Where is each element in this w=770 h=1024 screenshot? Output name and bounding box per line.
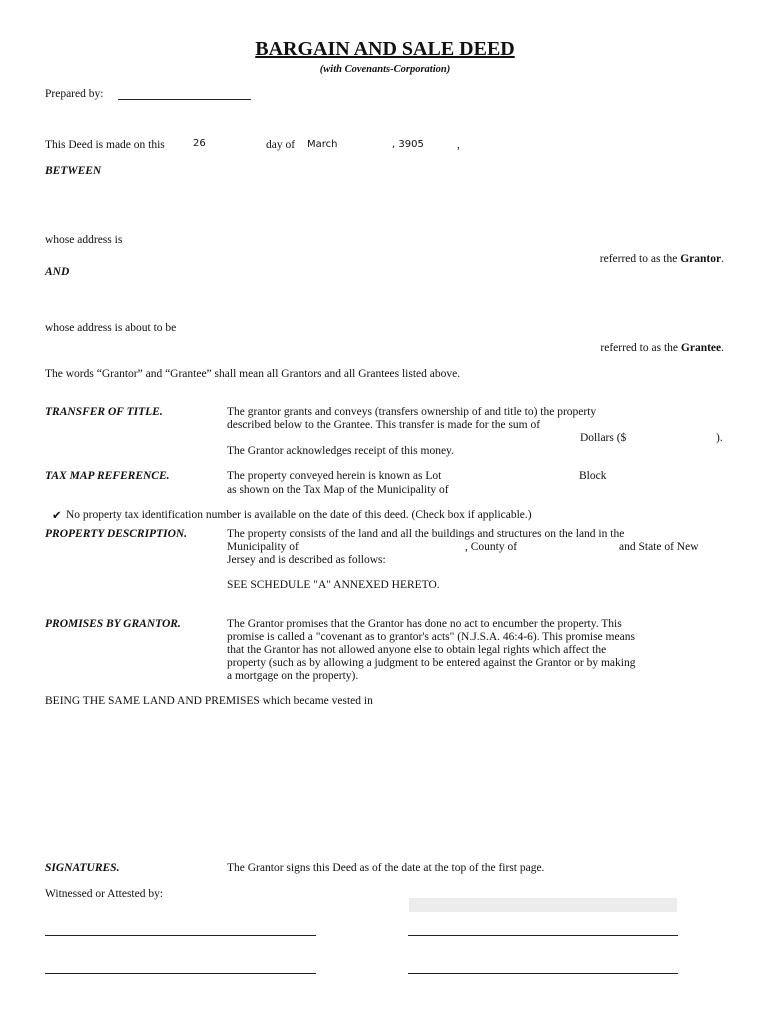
grantee-term: Grantee <box>680 342 722 354</box>
no-tax-id-text: No property tax identification number is available on the date of this deed. (Check box if applicable.) <box>66 509 532 521</box>
county-label: , County of <box>465 541 518 553</box>
grantee-period: . <box>721 342 724 354</box>
transfer-heading: TRANSFER OF TITLE. <box>45 406 163 418</box>
between-label: BETWEEN <box>45 165 102 177</box>
dollars-label: Dollars ($ <box>580 432 627 444</box>
witness-signature-line-2[interactable] <box>45 973 316 974</box>
witness-label: Witnessed or Attested by: <box>45 888 164 900</box>
promises-line-2: promise is called a "covenant as to grantor's acts" (N.J.S.A. 46:4-6). This promise means <box>227 631 635 643</box>
tax-map-line-2: as shown on the Tax Map of the Municipality of <box>227 484 449 496</box>
day-field[interactable]: 26 <box>193 138 206 149</box>
witness-signature-line-1[interactable] <box>45 935 316 936</box>
grantee-reference <box>600 342 724 354</box>
grantor-signature-line-2[interactable] <box>408 973 678 974</box>
tax-map-heading: TAX MAP REFERENCE. <box>45 470 170 482</box>
grantee-ref-prefix: referred to as the <box>600 342 679 354</box>
schedule-reference: SEE SCHEDULE "A" ANNEXED HERETO. <box>227 579 440 591</box>
deed-subtitle: (with Covenants-Corporation) <box>319 64 451 75</box>
and-label: AND <box>45 266 70 278</box>
tax-map-line-1: The property conveyed herein is known as Lot <box>227 470 442 482</box>
signatures-heading: SIGNATURES. <box>45 862 120 874</box>
grantor-ref-prefix: referred to as the <box>599 253 678 265</box>
day-of-label: day of <box>266 139 296 151</box>
block-label: Block <box>579 470 607 482</box>
grantor-reference <box>600 253 724 265</box>
dollars-close: ). <box>716 432 723 444</box>
grantor-term: Grantor <box>680 253 722 265</box>
state-label: and State of New <box>619 541 699 553</box>
promises-line-1: The Grantor promises that the Grantor has done no act to encumber the property. This <box>227 618 622 630</box>
date-trailing-comma: , <box>457 139 460 151</box>
no-tax-id-checkbox[interactable]: ✔ <box>52 510 62 522</box>
prepared-by-label: Prepared by: <box>45 88 104 100</box>
promises-line-3: that the Grantor has not allowed anyone else to obtain legal rights which affect the <box>227 644 607 656</box>
month-field[interactable]: March <box>307 139 338 150</box>
property-line-3: Jersey and is described as follows: <box>227 554 386 566</box>
transfer-line-4: The Grantor acknowledges receipt of this money. <box>227 445 454 457</box>
property-heading: PROPERTY DESCRIPTION. <box>45 528 188 540</box>
year-field[interactable]: , 3905 <box>392 139 424 150</box>
promises-line-4: property (such as by allowing a judgment to be entered against the Grantor or by making <box>227 657 636 669</box>
promises-heading: PROMISES BY GRANTOR. <box>45 618 181 630</box>
date-prefix: This Deed is made on this <box>45 139 165 151</box>
transfer-line-1: The grantor grants and conveys (transfers ownership of and title to) the property <box>227 406 597 418</box>
grantor-signature-line-1[interactable] <box>408 935 678 936</box>
title-text: BARGAIN AND SALE DEED <box>255 38 515 60</box>
grantor-period: . <box>721 253 724 265</box>
signatures-text: The Grantor signs this Deed as of the date at the top of the first page. <box>227 862 545 874</box>
grantor-name-field[interactable] <box>409 898 677 912</box>
grantor-address-label: whose address is <box>45 234 123 246</box>
municipality-label: Municipality of <box>227 541 299 553</box>
transfer-line-2: described below to the Grantee. This transfer is made for the sum of <box>227 419 541 431</box>
deed-title <box>0 38 770 61</box>
prepared-by-field[interactable] <box>118 99 251 100</box>
grantee-address-label: whose address is about to be <box>45 322 177 334</box>
property-line-1: The property consists of the land and all the buildings and structures on the land in the <box>227 528 625 540</box>
definition-text: The words “Grantor” and “Grantee” shall mean all Grantors and all Grantees listed above. <box>45 368 461 380</box>
being-same-text: BEING THE SAME LAND AND PREMISES which became vested in <box>45 695 373 707</box>
promises-line-5: a mortgage on the property). <box>227 670 359 682</box>
